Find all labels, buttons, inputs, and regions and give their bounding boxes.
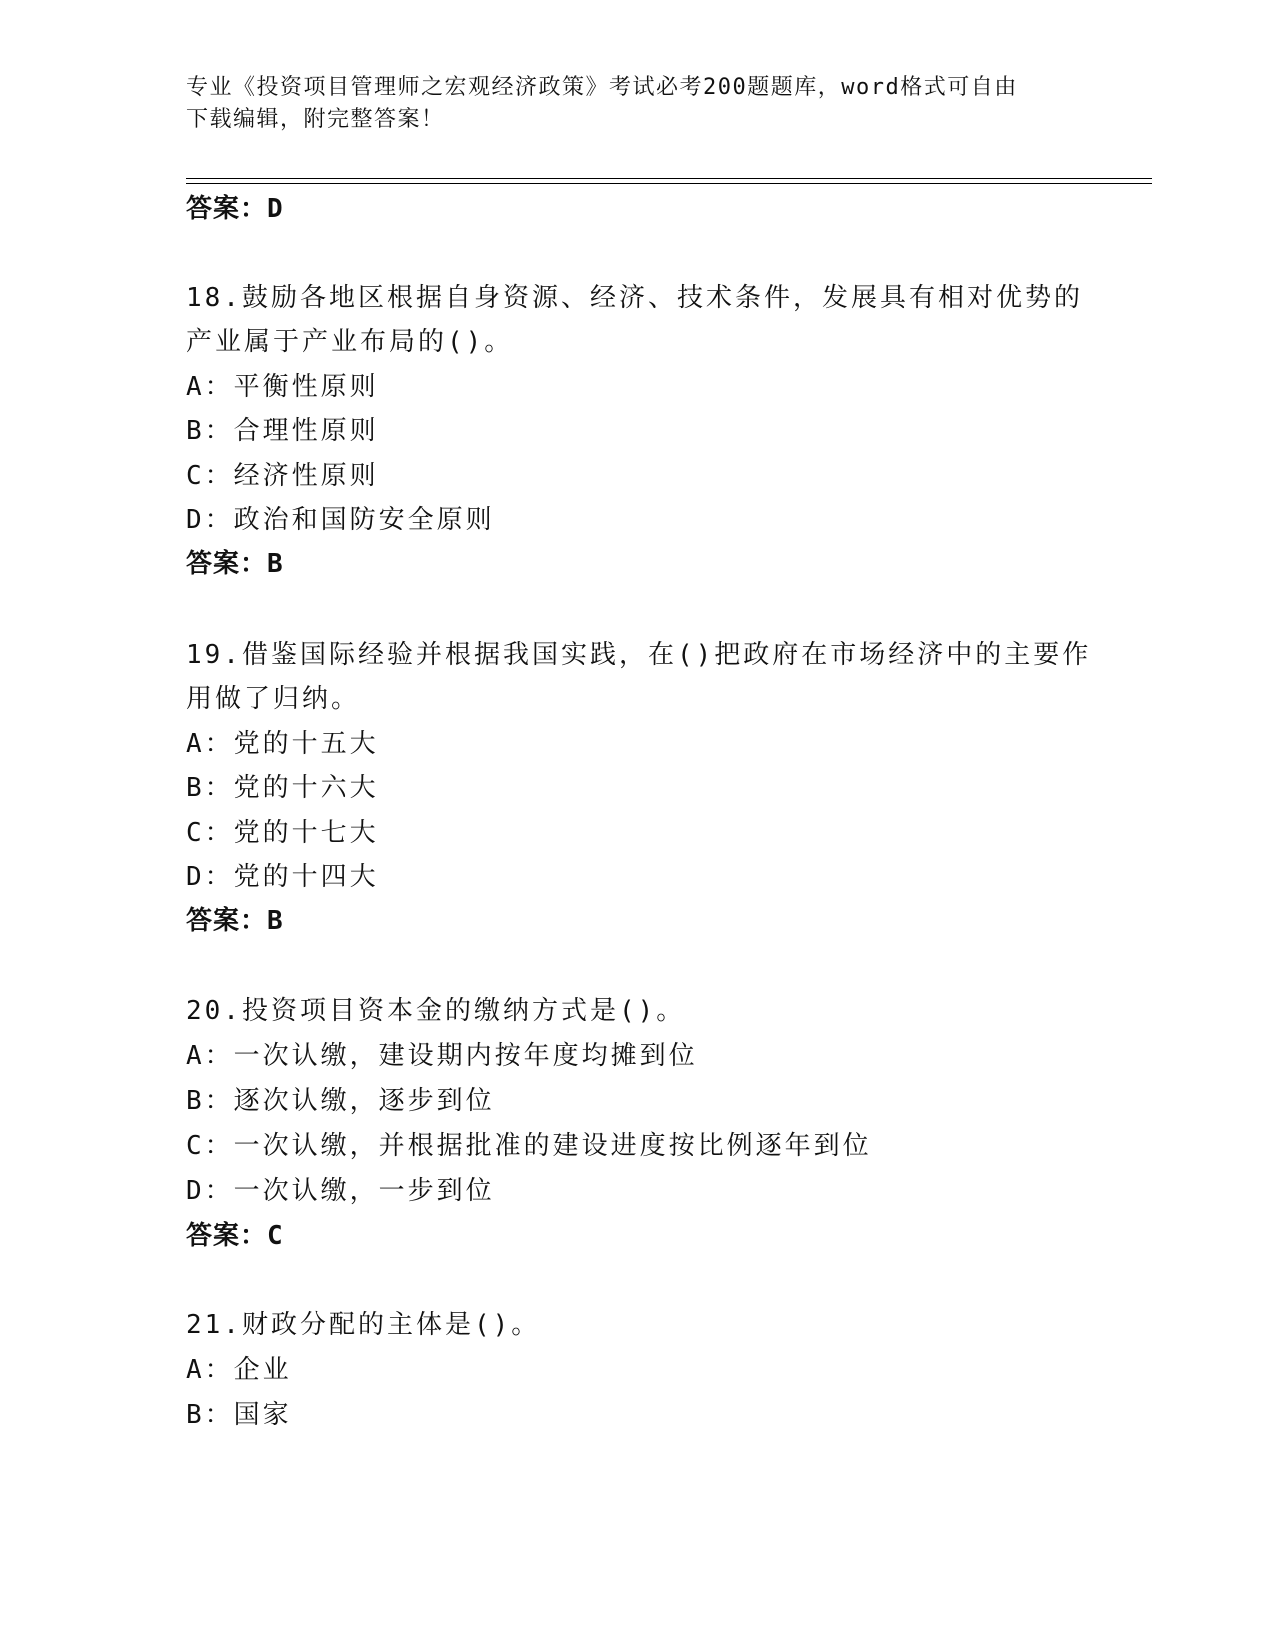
question-20-option-c: C：一次认缴，并根据批准的建设进度按比例逐年到位 <box>186 1131 872 1161</box>
question-18-option-c: C：经济性原则 <box>186 461 379 491</box>
question-18-option-d: D：政治和国防安全原则 <box>186 505 495 535</box>
question-21-option-a: A：企业 <box>186 1355 292 1385</box>
question-18-stem-line-2: 产业属于产业布局的()。 <box>186 327 514 357</box>
question-19-option-b: B：党的十六大 <box>186 773 379 803</box>
question-20-stem-line-1: 20.投资项目资本金的缴纳方式是()。 <box>186 996 686 1026</box>
header-rule-bottom <box>186 183 1152 184</box>
question-20-option-a: A：一次认缴，建设期内按年度均摊到位 <box>186 1041 698 1071</box>
header-rule-top <box>186 178 1152 179</box>
question-19-stem-line-1: 19.借鉴国际经验并根据我国实践，在()把政府在市场经济中的主要作 <box>186 640 1092 670</box>
question-20-option-b: B：逐次认缴，逐步到位 <box>186 1086 495 1116</box>
question-19-stem-line-2: 用做了归纳。 <box>186 684 361 714</box>
header-line-1: 专业《投资项目管理师之宏观经济政策》考试必考200题题库，word格式可自由 <box>186 75 1018 100</box>
question-20-answer: 答案：C <box>186 1221 284 1251</box>
question-18-stem-line-1: 18.鼓励各地区根据自身资源、经济、技术条件，发展具有相对优势的 <box>186 283 1083 313</box>
header-line-2: 下载编辑，附完整答案！ <box>186 107 445 132</box>
question-18-option-b: B：合理性原则 <box>186 416 379 446</box>
question-19-option-a: A：党的十五大 <box>186 729 379 759</box>
question-18-answer: 答案：B <box>186 549 284 579</box>
question-19-option-d: D：党的十四大 <box>186 862 379 892</box>
question-19-option-c: C：党的十七大 <box>186 818 379 848</box>
question-21-stem-line-1: 21.财政分配的主体是()。 <box>186 1310 541 1340</box>
question-20-option-d: D：一次认缴，一步到位 <box>186 1176 495 1206</box>
question-19-answer: 答案：B <box>186 906 284 936</box>
question-18-option-a: A：平衡性原则 <box>186 372 379 402</box>
document-header <box>186 72 1066 136</box>
answer-17: 答案：D <box>186 194 284 224</box>
question-21-option-b: B：国家 <box>186 1400 292 1430</box>
